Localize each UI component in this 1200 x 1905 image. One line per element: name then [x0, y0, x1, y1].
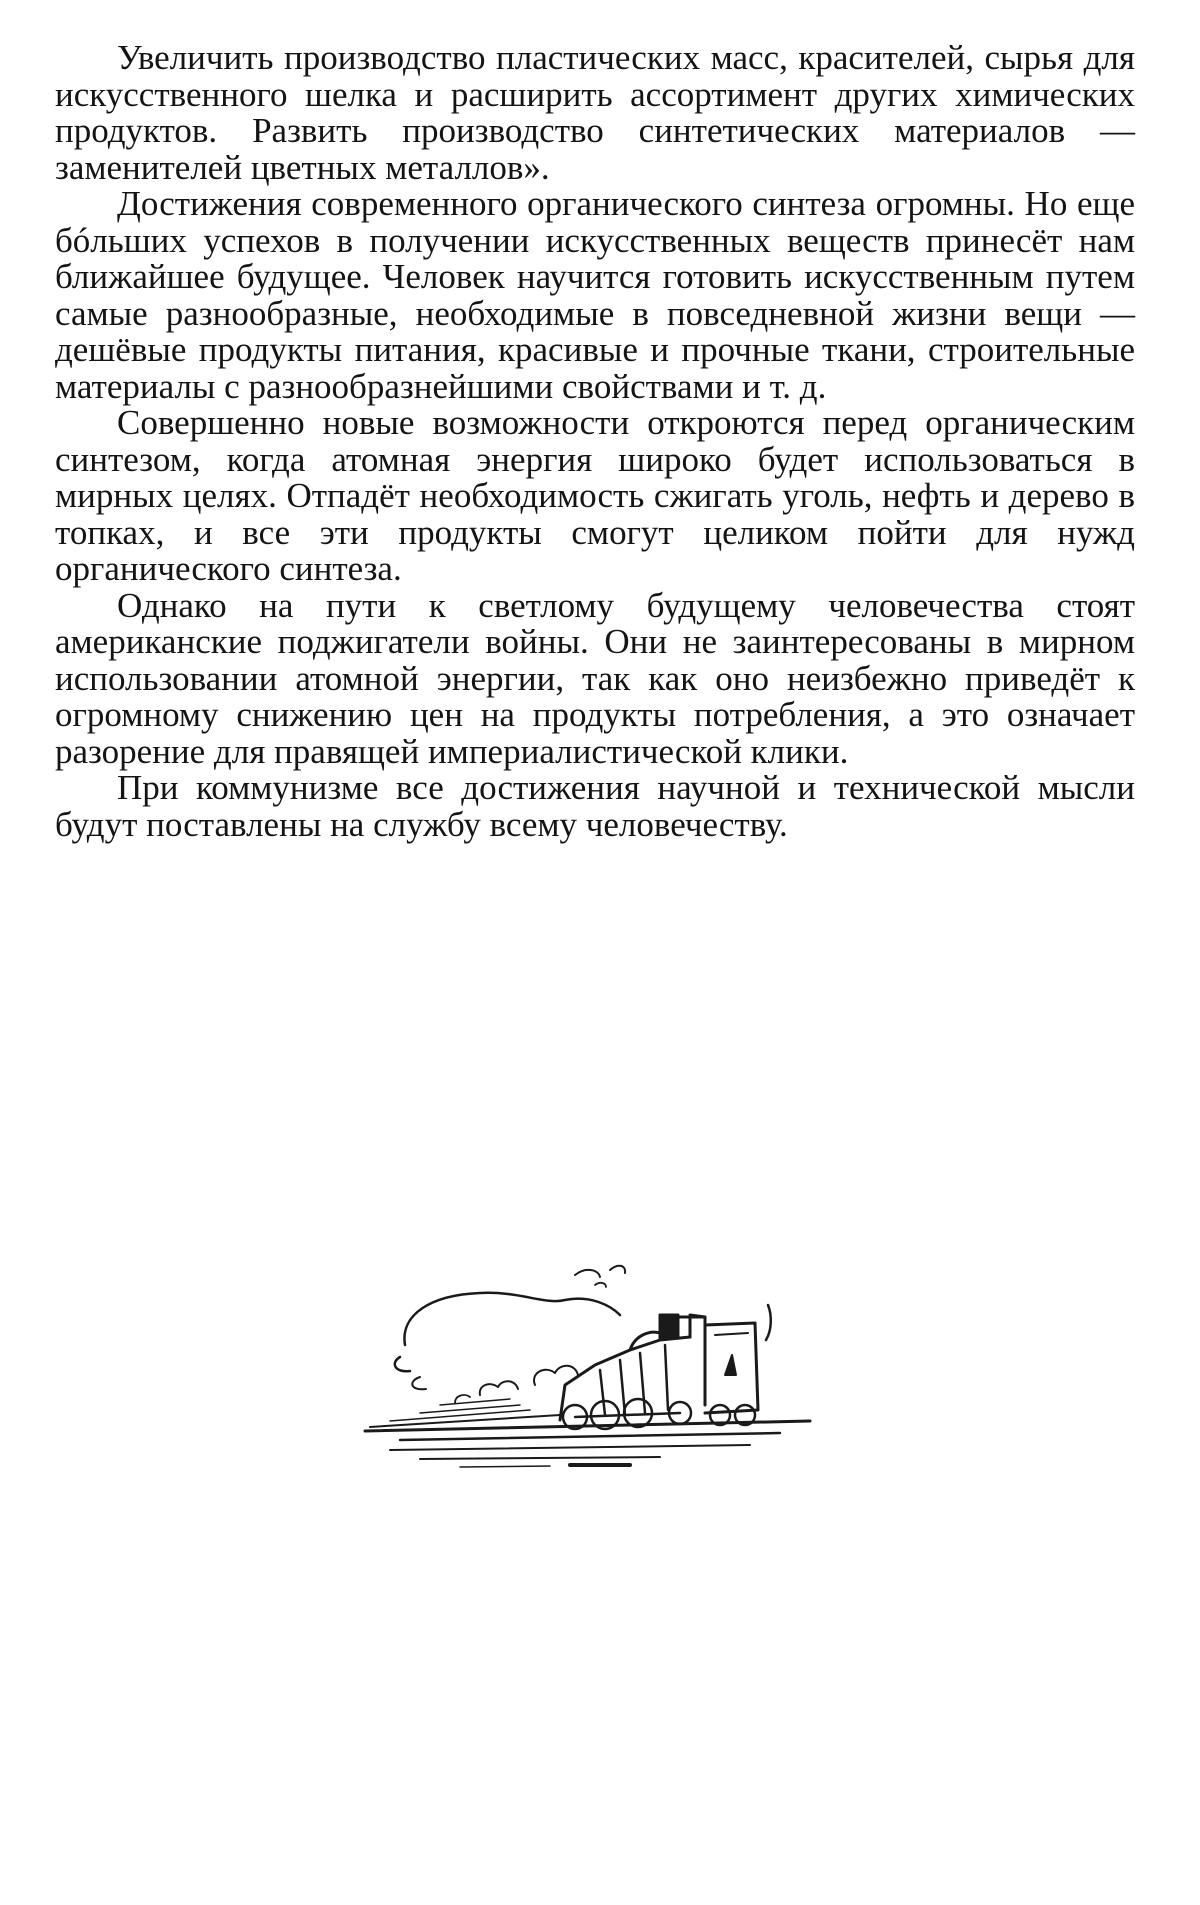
paragraph-1: Увеличить производство пластических масс, красителей, сырья для искусственного шелка и расширить ассортимент других химических продуктов. Развить производство синтетических материалов — заменителей цветных металлов».	[55, 38, 1135, 187]
paragraph-4: Однако на пути к светлому будущему человечества стоят американские поджигатели войны. Они не заинтересованы в мирном использовании атомной энергии, так как оно неизбежно приведёт к огромному снижению цен на продукты потребления, а это означает разорение для правящей империалистической клики.	[55, 585, 1135, 771]
paragraph-2: Достижения современного органического синтеза огромны. Но еще бóльших успехов в получении искусственных веществ принесёт нам ближайшее будущее. Человек научится готовить искусственным путем самые разнообразные, необходимые в повседневной жизни вещи — дешёвые продукты питания, красивые и прочные ткани, строительные материалы с разнообразнейшими свойствами и т. д.	[55, 184, 1135, 406]
paragraph-3: Совершенно новые возможности откроются перед органическим синтезом, когда атомная энергия широко будет использоваться в мирных целях. Отпадёт необходимость сжигать уголь, нефть и дерево в топках, и все эти продукты смогут целиком пойти для нужд органического синтеза.	[55, 403, 1135, 588]
paragraph-5: При коммунизме все достижения научной и технической мысли будут поставлены на службу всему человечеству.	[55, 768, 1135, 844]
body-text	[55, 40, 1135, 843]
steam-locomotive-icon	[360, 1245, 820, 1470]
